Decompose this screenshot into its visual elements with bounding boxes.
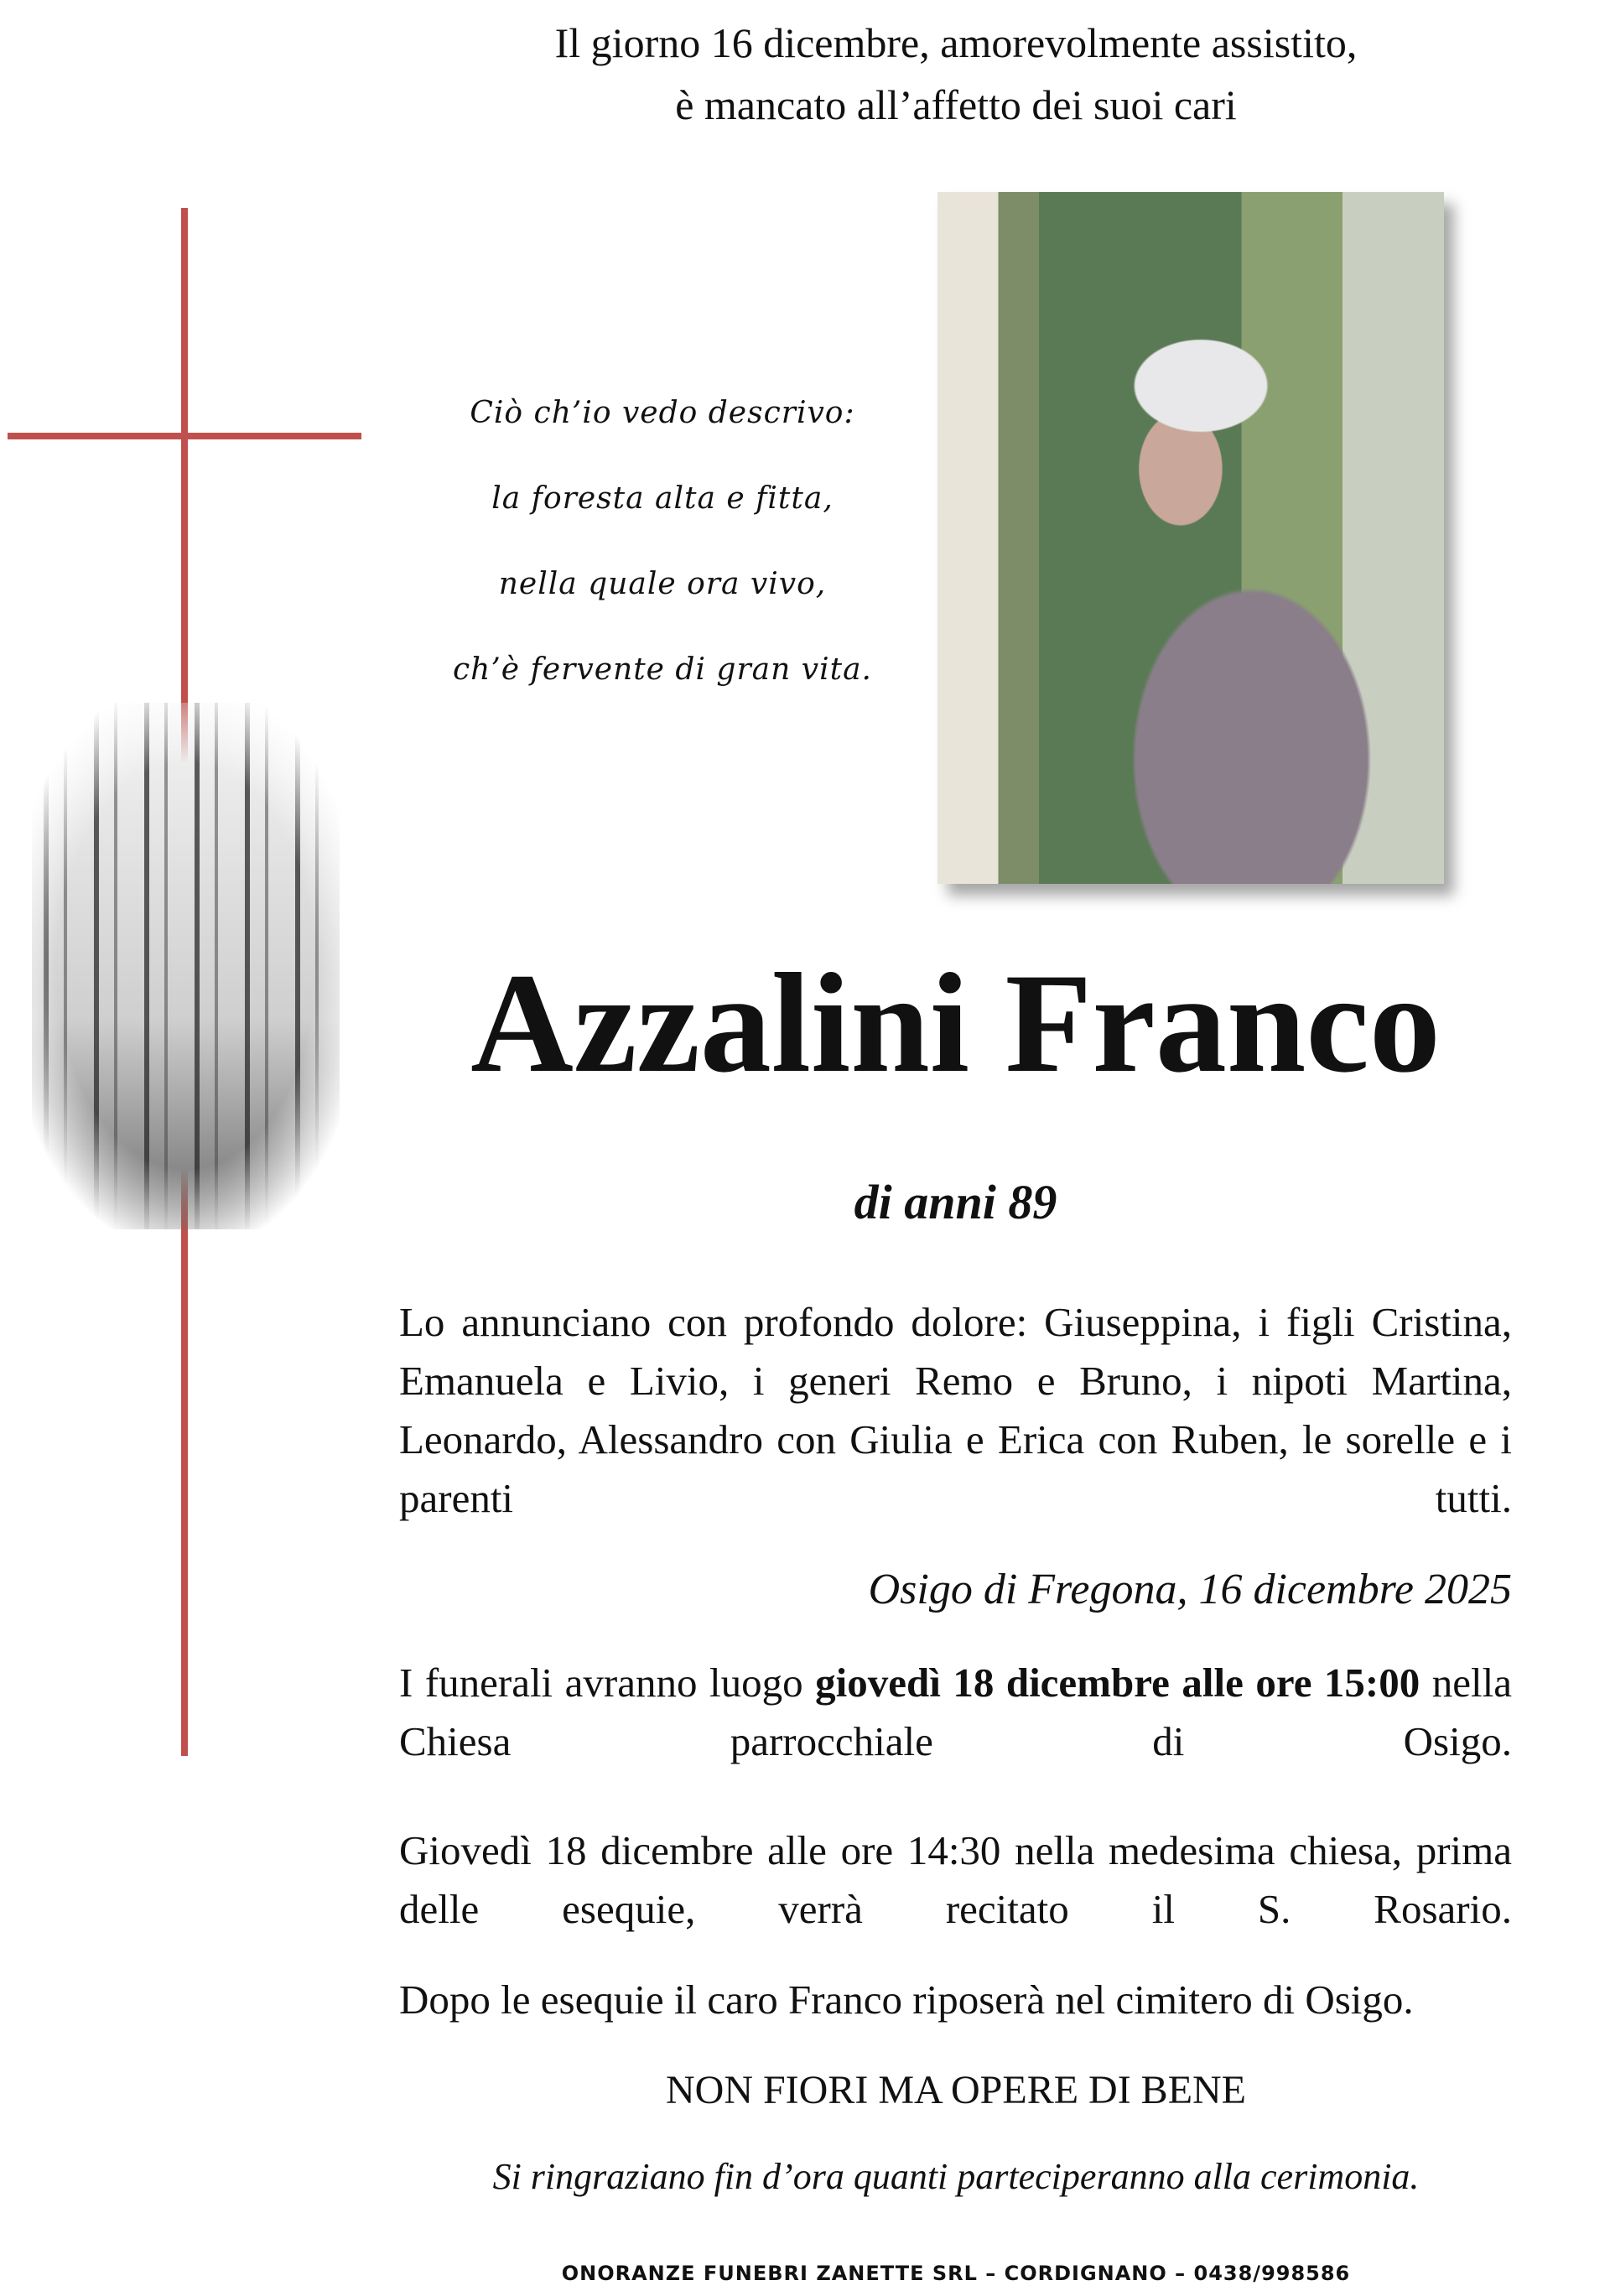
funeral-prefix: I funerali avranno luogo <box>399 1660 816 1706</box>
cross-horizontal <box>8 433 361 439</box>
deceased-name: Azzalini Franco <box>470 944 1441 1102</box>
no-flowers-note: NON FIORI MA OPERE DI BENE <box>665 2068 1246 2112</box>
deceased-age: di anni 89 <box>854 1175 1057 1229</box>
forest-image <box>32 703 340 1229</box>
place-date: Osigo di Fregona, 16 dicembre 2025 <box>868 1566 1512 1613</box>
funeral-home-footer: ONORANZE FUNEBRI ZANETTE SRL – CORDIGNANO – 0438/998586 <box>561 2262 1351 2285</box>
announcement-text: Lo annunciano con profondo dolore: Giuseppina, i figli Cristina, Emanuela e Livio, i generi Remo e Bruno, i nipoti Martina, Leonardo, Alessandro con Giulia e Erica con Ruben, le sorelle e i parenti tutti. <box>399 1299 1512 1521</box>
header-line-1: Il giorno 16 dicembre, amorevolmente assistito, <box>554 19 1358 66</box>
funeral-datetime: giovedì 18 dicembre alle ore 15:00 <box>815 1660 1420 1706</box>
header-line-2: è mancato all’affetto dei suoi cari <box>675 81 1237 128</box>
deceased-photo <box>937 192 1444 884</box>
poem-line: nella quale ora vivo, <box>498 567 827 601</box>
funeral-info <box>399 1654 1512 1830</box>
poem-line: Ciò ch’io vedo descrivo: <box>470 396 855 430</box>
thanks-note: Si ringraziano fin d’ora quanti parteciperanno alla cerimonia. <box>492 2156 1420 2197</box>
poem-line: ch’è fervente di gran vita. <box>453 652 872 687</box>
poem-line: la foresta alta e fitta, <box>491 481 834 516</box>
funeral-suffix: nella Chiesa parrocchiale di Osigo. <box>399 1660 1512 1764</box>
rosary-info: Giovedì 18 dicembre alle ore 14:30 nella medesima chiesa, prima delle esequie, verrà recitato il S. Rosario. <box>399 1827 1512 1932</box>
burial-info: Dopo le esequie il caro Franco riposerà nel cimitero di Osigo. <box>399 1977 1414 2023</box>
